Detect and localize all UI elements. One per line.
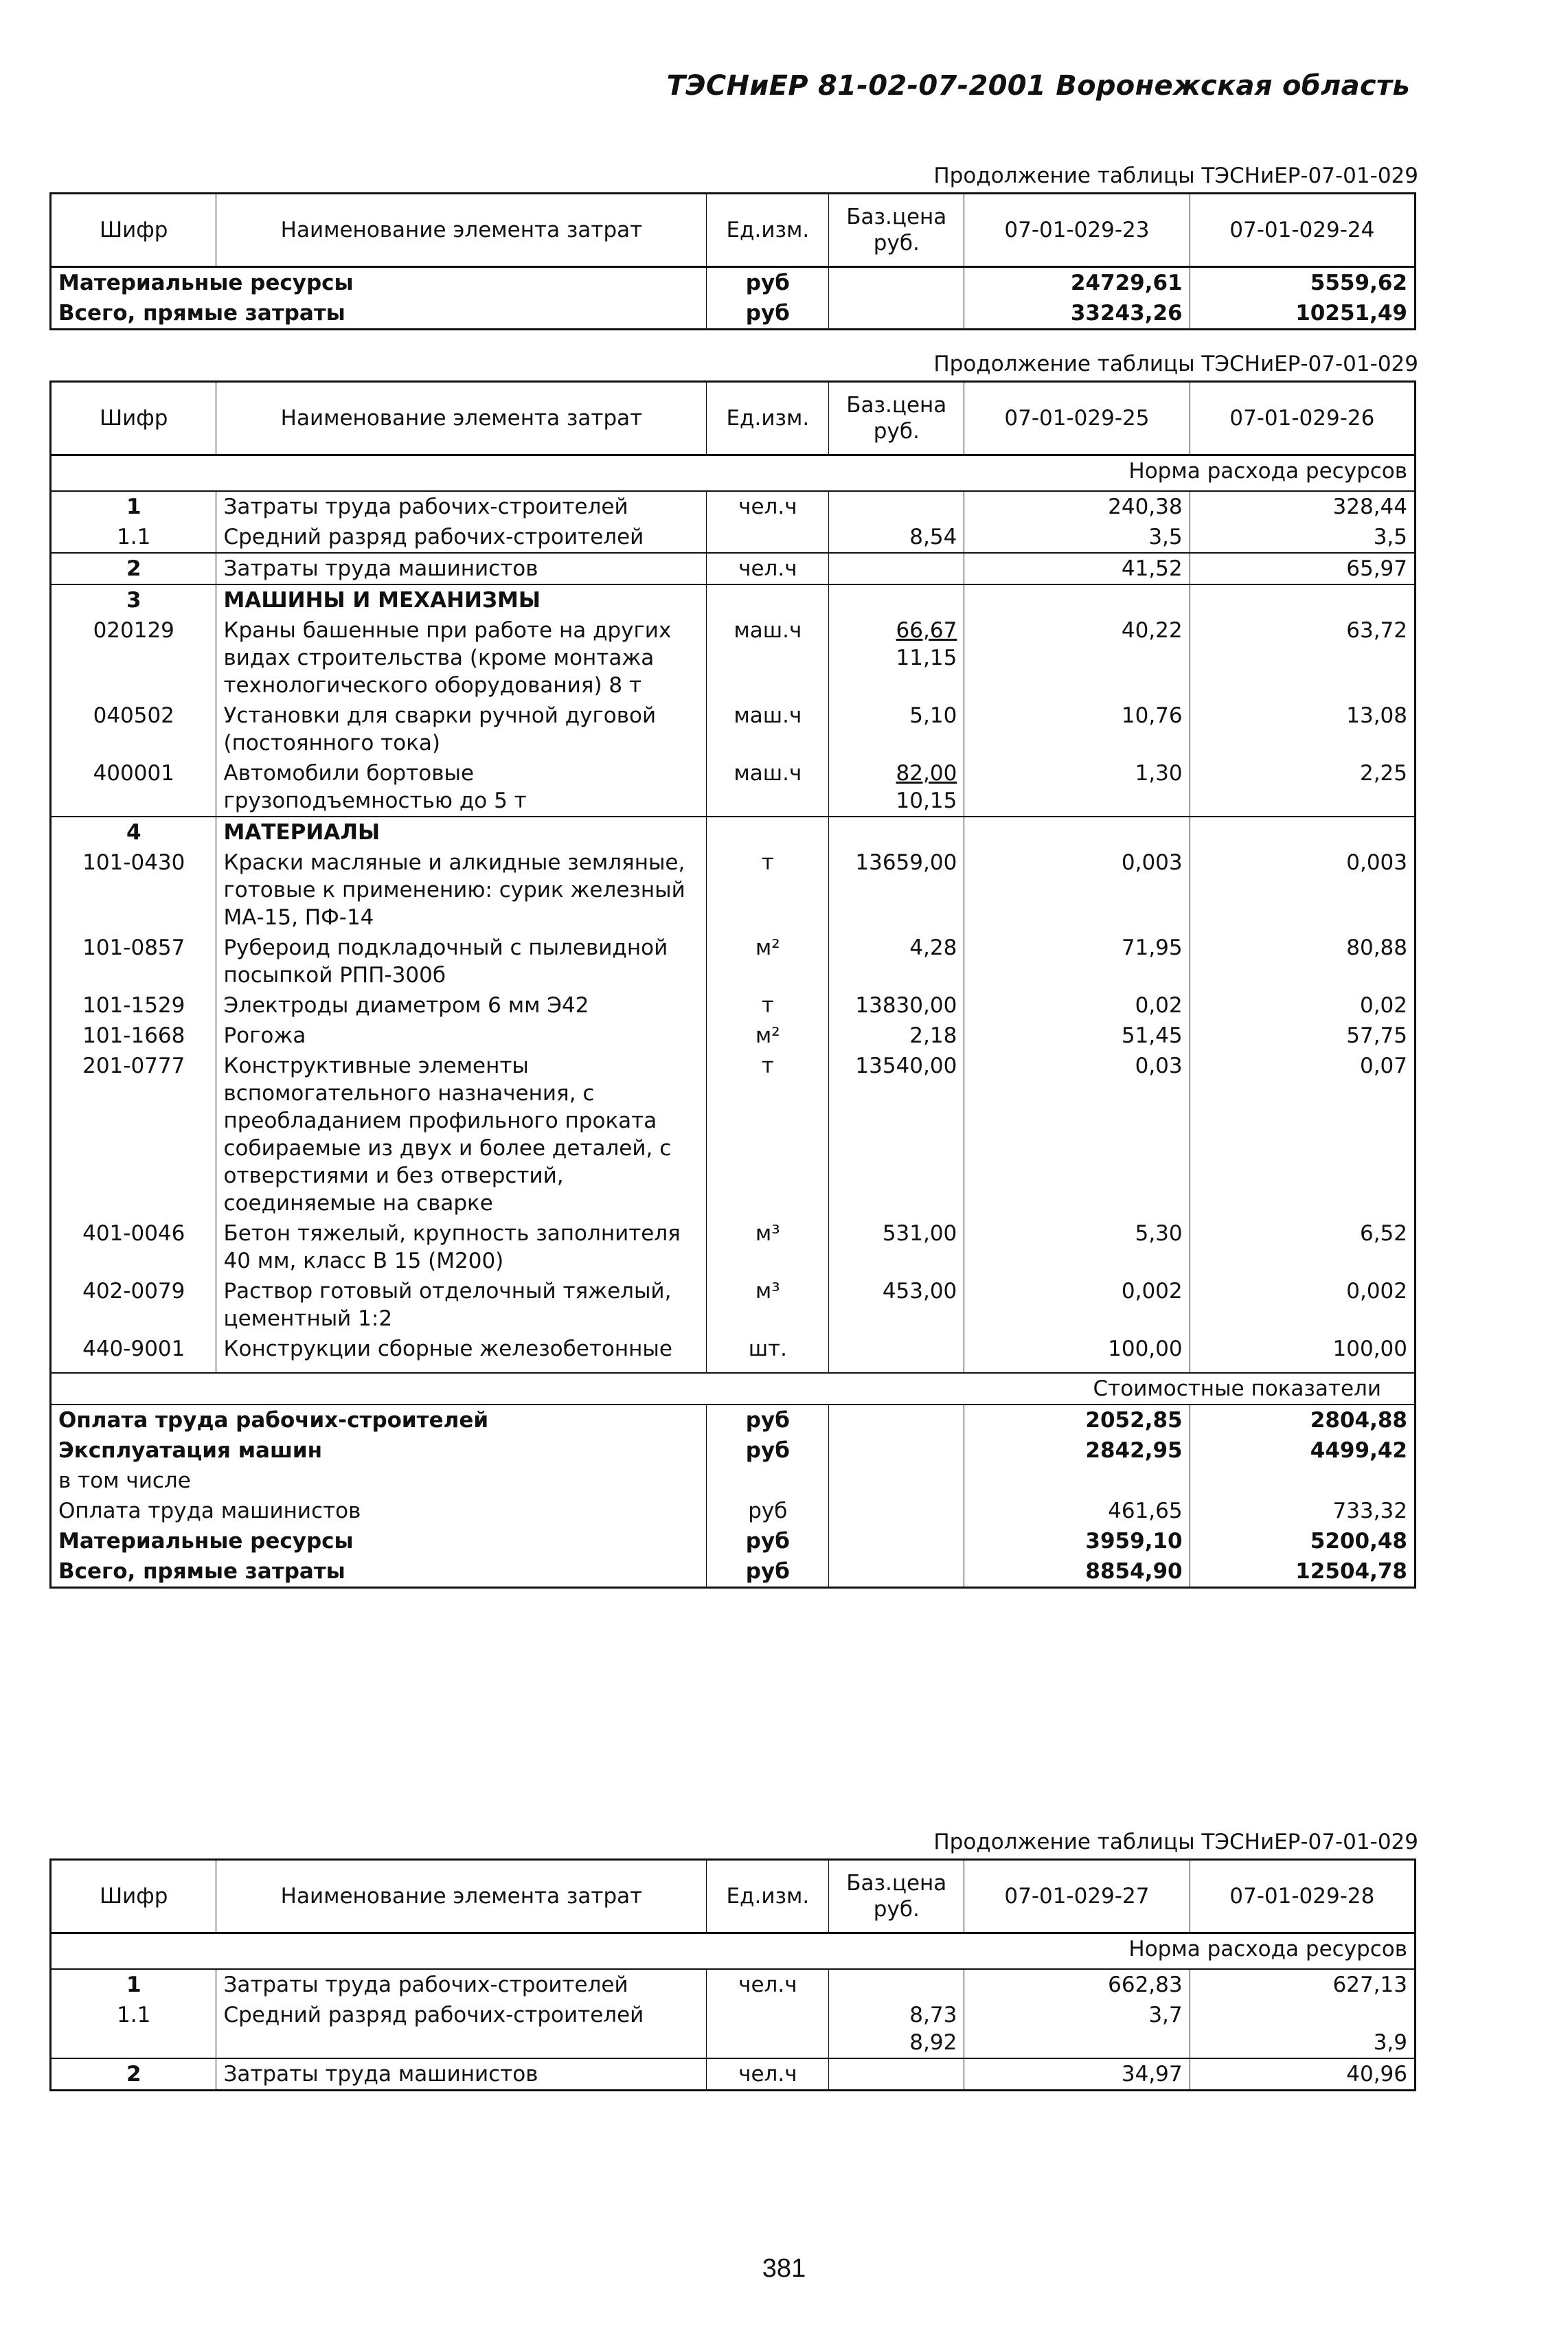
- row-unit: маш.ч: [707, 701, 829, 758]
- summary-row: [51, 1526, 1416, 1556]
- row-value-a: 51,45: [964, 1021, 1190, 1051]
- row-unit: т: [707, 990, 829, 1021]
- summary-row: [51, 1435, 1416, 1466]
- table-row: [51, 933, 1416, 990]
- row-name: Затраты труда машинистов: [216, 2058, 707, 2091]
- table-row: [51, 553, 1416, 584]
- col-header-a: 07-01-029-25: [964, 382, 1190, 455]
- summary-name: Оплата труда машинистов: [51, 1496, 707, 1526]
- row-price: 66,67: [896, 618, 957, 643]
- row-value-a: 33243,26: [964, 298, 1190, 330]
- norm-label-row: [51, 1933, 1416, 1970]
- table-row: [51, 701, 1416, 758]
- row-value-b: 40,96: [1190, 2058, 1415, 2091]
- table-row: [51, 2058, 1416, 2091]
- col-header-code: Шифр: [51, 1860, 216, 1933]
- row-unit: маш.ч: [707, 615, 829, 701]
- section-row: [51, 817, 1416, 848]
- row-unit: м³: [707, 1218, 829, 1276]
- row-price: 2,18: [829, 1021, 964, 1051]
- row-value-a: 240,38: [964, 491, 1190, 522]
- section-title: МАТЕРИАЛЫ: [216, 817, 707, 848]
- row-value-a: 100,00: [964, 1334, 1190, 1373]
- table-row: [51, 298, 1416, 330]
- row-code: 101-0857: [51, 933, 216, 990]
- summary-value-a: 3959,10: [964, 1526, 1190, 1556]
- summary-value-b: 12504,78: [1190, 1556, 1415, 1588]
- table1-header-row: [51, 194, 1416, 267]
- table2: [49, 380, 1416, 1589]
- row-name: Раствор готовый отделочный тяжелый, цементный 1:2: [216, 1276, 707, 1334]
- col-header-b: 07-01-029-26: [1190, 382, 1415, 455]
- row-value-a: 3,7: [964, 2000, 1190, 2058]
- col-header-code: Шифр: [51, 194, 216, 267]
- row-code: 3: [51, 584, 216, 615]
- summary-name: Всего, прямые затраты: [51, 1556, 707, 1588]
- row-value-b: 627,13: [1190, 1969, 1415, 2000]
- col-header-name: Наименование элемента затрат: [216, 382, 707, 455]
- summary-name: в том числе: [51, 1466, 707, 1496]
- row-value-b: 0,003: [1190, 848, 1415, 933]
- row-value-b: 65,97: [1190, 553, 1415, 584]
- row-name: Затраты труда рабочих-строителей: [216, 491, 707, 522]
- summary-unit: руб: [707, 1496, 829, 1526]
- row-name: Краны башенные при работе на других видах строительства (кроме монтажа технологического оборудования) 8 т: [216, 615, 707, 701]
- row-code: 2: [51, 2058, 216, 2091]
- col-header-unit: Ед.изм.: [707, 382, 829, 455]
- col-header-price: Баз.цена руб.: [829, 1860, 964, 1933]
- row-value-a: 71,95: [964, 933, 1190, 990]
- row-unit: м³: [707, 1276, 829, 1334]
- document-header-title: ТЭСНиЕР 81-02-07-2001 Воронежская область: [666, 70, 1410, 102]
- row-value-a: 0,002: [964, 1276, 1190, 1334]
- table-row: [51, 1218, 1416, 1276]
- summary-value-b: 733,32: [1190, 1496, 1415, 1526]
- row-name: Краски масляные и алкидные земляные, готовые к применению: сурик железный МА-15, ПФ-14: [216, 848, 707, 933]
- row-value-a: 40,22: [964, 615, 1190, 701]
- row-value-b: 0,002: [1190, 1276, 1415, 1334]
- row-unit: чел.ч: [707, 1969, 829, 2000]
- section-row: [51, 584, 1416, 615]
- row-value-b: 5559,62: [1190, 267, 1415, 299]
- col-header-unit: Ед.изм.: [707, 194, 829, 267]
- row-unit: маш.ч: [707, 758, 829, 817]
- summary-row: [51, 1556, 1416, 1588]
- table-row: [51, 615, 1416, 701]
- row-value-b: 2,25: [1190, 758, 1415, 817]
- col-header-unit: Ед.изм.: [707, 1860, 829, 1933]
- row-code: 1.1: [51, 522, 216, 553]
- table-row: [51, 758, 1416, 817]
- row-value-a: 10,76: [964, 701, 1190, 758]
- row-value-b: 328,44: [1190, 491, 1415, 522]
- summary-value-b: 4499,42: [1190, 1435, 1415, 1466]
- row-price: [829, 1334, 964, 1373]
- row-price: [829, 1969, 964, 2000]
- row-code: 1.1: [51, 2000, 216, 2058]
- summary-value-a: 8854,90: [964, 1556, 1190, 1588]
- table-row: [51, 848, 1416, 933]
- row-code: 400001: [51, 758, 216, 817]
- row-code: 101-1529: [51, 990, 216, 1021]
- col-header-name: Наименование элемента затрат: [216, 1860, 707, 1933]
- col-header-price: Баз.цена руб.: [829, 382, 964, 455]
- row-name: Конструктивные элементы вспомогательного назначения, с преобладанием профильного проката собираемые из двух и более деталей, с отверстиями и без отверстий, соединяемые на сварке: [216, 1051, 707, 1218]
- table-row: [51, 491, 1416, 522]
- table1-continuation-caption: Продолжение таблицы ТЭСНиЕР-07-01-029: [933, 163, 1418, 188]
- row-name: Материальные ресурсы: [51, 267, 707, 299]
- row-price: 4,28: [829, 933, 964, 990]
- summary-value-a: [964, 1466, 1190, 1496]
- row-code: 440-9001: [51, 1334, 216, 1373]
- table-row: [51, 1051, 1416, 1218]
- norm-label-row: [51, 455, 1416, 492]
- summary-row: [51, 1405, 1416, 1435]
- row-unit: т: [707, 848, 829, 933]
- norm-label: Норма расхода ресурсов: [51, 455, 1416, 492]
- table-row: [51, 1334, 1416, 1373]
- row-price: 82,00: [896, 761, 957, 786]
- row-code: 201-0777: [51, 1051, 216, 1218]
- table3-header-row: [51, 1860, 1416, 1933]
- row-price: [829, 2058, 964, 2091]
- cost-label: Стоимостные показатели: [51, 1373, 1416, 1405]
- row-unit: т: [707, 1051, 829, 1218]
- row-name: Электроды диаметром 6 мм Э42: [216, 990, 707, 1021]
- row-name: Рогожа: [216, 1021, 707, 1051]
- row-code: 4: [51, 817, 216, 848]
- row-unit: м²: [707, 1021, 829, 1051]
- col-header-name: Наименование элемента затрат: [216, 194, 707, 267]
- table1: [49, 192, 1416, 330]
- row-unit: руб: [707, 298, 829, 330]
- row-price: 8,73: [909, 2003, 957, 2027]
- row-name: Затраты труда рабочих-строителей: [216, 1969, 707, 2000]
- row-price: 5,10: [829, 701, 964, 758]
- table-row: [51, 1969, 1416, 2000]
- row-value-a: 34,97: [964, 2058, 1190, 2091]
- row-unit: чел.ч: [707, 553, 829, 584]
- row-value-b: 3,5: [1190, 522, 1415, 553]
- row-price: 531,00: [829, 1218, 964, 1276]
- page-number: 381: [762, 2254, 806, 2283]
- row-value-b: 13,08: [1190, 701, 1415, 758]
- row-value-b: 10251,49: [1190, 298, 1415, 330]
- row-name: Средний разряд рабочих-строителей: [216, 522, 707, 553]
- row-value-a: 41,52: [964, 553, 1190, 584]
- row-value-b: 57,75: [1190, 1021, 1415, 1051]
- row-value-a: 662,83: [964, 1969, 1190, 2000]
- row-price-secondary: 8,92: [909, 2030, 957, 2055]
- row-price-secondary: 11,15: [896, 646, 957, 670]
- summary-value-b: 5200,48: [1190, 1526, 1415, 1556]
- col-header-b: 07-01-029-28: [1190, 1860, 1415, 1933]
- summary-name: Оплата труда рабочих-строителей: [51, 1405, 707, 1435]
- row-name: Установки для сварки ручной дуговой (постоянного тока): [216, 701, 707, 758]
- summary-name: Эксплуатация машин: [51, 1435, 707, 1466]
- table3-continuation-caption: Продолжение таблицы ТЭСНиЕР-07-01-029: [933, 1830, 1418, 1854]
- row-code: 401-0046: [51, 1218, 216, 1276]
- summary-value-a: 2842,95: [964, 1435, 1190, 1466]
- row-value-b: 0,02: [1190, 990, 1415, 1021]
- summary-unit: [707, 1466, 829, 1496]
- row-name: Конструкции сборные железобетонные: [216, 1334, 707, 1373]
- norm-label: Норма расхода ресурсов: [51, 1933, 1416, 1970]
- row-unit: чел.ч: [707, 2058, 829, 2091]
- row-value-b: 3,9: [1190, 2000, 1415, 2058]
- row-name: Средний разряд рабочих-строителей: [216, 2000, 707, 2058]
- col-header-a: 07-01-029-27: [964, 1860, 1190, 1933]
- row-code: 1: [51, 1969, 216, 2000]
- row-value-b: 6,52: [1190, 1218, 1415, 1276]
- col-header-code: Шифр: [51, 382, 216, 455]
- table-row: [51, 1021, 1416, 1051]
- row-name: Автомобили бортовые грузоподъемностью до 5 т: [216, 758, 707, 817]
- table-row: [51, 1276, 1416, 1334]
- summary-unit: руб: [707, 1405, 829, 1435]
- row-value-a: 3,5: [964, 522, 1190, 553]
- col-header-a: 07-01-029-23: [964, 194, 1190, 267]
- row-code: 2: [51, 553, 216, 584]
- table-row: [51, 2000, 1416, 2058]
- row-price: 13659,00: [829, 848, 964, 933]
- row-unit: шт.: [707, 1334, 829, 1373]
- summary-row: [51, 1496, 1416, 1526]
- row-code: 040502: [51, 701, 216, 758]
- row-unit: [707, 2000, 829, 2058]
- row-name: Рубероид подкладочный с пылевидной посыпкой РПП-300б: [216, 933, 707, 990]
- row-name: Бетон тяжелый, крупность заполнителя 40 мм, класс В 15 (М200): [216, 1218, 707, 1276]
- row-code: 020129: [51, 615, 216, 701]
- row-price: 13830,00: [829, 990, 964, 1021]
- row-name: Затраты труда машинистов: [216, 553, 707, 584]
- row-price-secondary: 10,15: [896, 788, 957, 813]
- row-value-a: 0,03: [964, 1051, 1190, 1218]
- summary-unit: руб: [707, 1526, 829, 1556]
- row-price: 13540,00: [829, 1051, 964, 1218]
- table-row: [51, 267, 1416, 299]
- row-code: 1: [51, 491, 216, 522]
- row-unit: м²: [707, 933, 829, 990]
- row-value-a: 0,003: [964, 848, 1190, 933]
- summary-unit: руб: [707, 1435, 829, 1466]
- row-price: [829, 491, 964, 522]
- summary-unit: руб: [707, 1556, 829, 1588]
- row-unit: чел.ч: [707, 491, 829, 522]
- row-unit: [707, 522, 829, 553]
- row-price: 453,00: [829, 1276, 964, 1334]
- cost-label-row: [51, 1373, 1416, 1405]
- table2-header-row: [51, 382, 1416, 455]
- row-value-a: 1,30: [964, 758, 1190, 817]
- table-row: [51, 522, 1416, 553]
- row-code: 402-0079: [51, 1276, 216, 1334]
- summary-row: [51, 1466, 1416, 1496]
- summary-value-b: 2804,88: [1190, 1405, 1415, 1435]
- row-code: 101-1668: [51, 1021, 216, 1051]
- row-value-b: 0,07: [1190, 1051, 1415, 1218]
- row-code: 101-0430: [51, 848, 216, 933]
- row-value-b: 80,88: [1190, 933, 1415, 990]
- row-price: 8,54: [829, 522, 964, 553]
- row-value-a: 24729,61: [964, 267, 1190, 299]
- row-name: Всего, прямые затраты: [51, 298, 707, 330]
- summary-name: Материальные ресурсы: [51, 1526, 707, 1556]
- row-value-a: 0,02: [964, 990, 1190, 1021]
- col-header-b: 07-01-029-24: [1190, 194, 1415, 267]
- section-title: МАШИНЫ И МЕХАНИЗМЫ: [216, 584, 707, 615]
- row-unit: руб: [707, 267, 829, 299]
- summary-value-a: 2052,85: [964, 1405, 1190, 1435]
- table2-continuation-caption: Продолжение таблицы ТЭСНиЕР-07-01-029: [933, 352, 1418, 376]
- row-value-b: 63,72: [1190, 615, 1415, 701]
- row-price: [829, 553, 964, 584]
- table3: [49, 1858, 1416, 2091]
- summary-value-a: 461,65: [964, 1496, 1190, 1526]
- row-value-b: 100,00: [1190, 1334, 1415, 1373]
- table-row: [51, 990, 1416, 1021]
- summary-value-b: [1190, 1466, 1415, 1496]
- col-header-price: Баз.цена руб.: [829, 194, 964, 267]
- row-value-a: 5,30: [964, 1218, 1190, 1276]
